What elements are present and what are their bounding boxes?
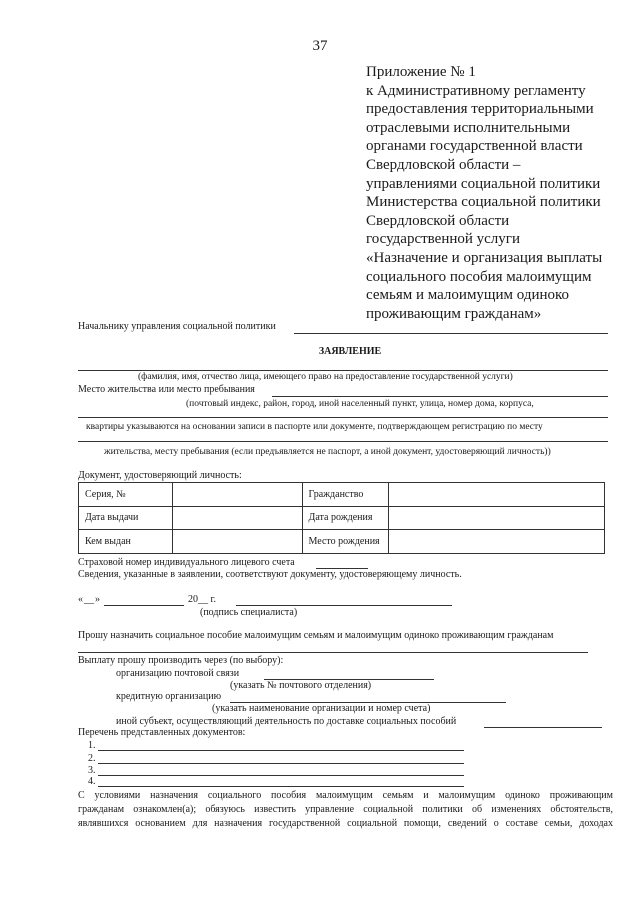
table-cell-label: Дата рождения	[302, 506, 388, 530]
table-row	[79, 506, 605, 530]
credit-org-label: кредитную организацию	[116, 691, 222, 702]
address-field-2[interactable]	[78, 417, 608, 418]
table-cell-value[interactable]	[172, 530, 302, 554]
other-subject-label: иной субъект, осуществляющий деятельность по доставке социальных пособий	[116, 716, 457, 727]
doc-item-field[interactable]	[98, 786, 464, 787]
appendix-line: предоставления территориальными	[366, 101, 594, 118]
page-number: 37	[312, 38, 328, 54]
date-quote-close: »	[95, 594, 100, 605]
appendix-line: управлениями социальной политики	[366, 175, 601, 192]
request-field[interactable]	[78, 652, 588, 653]
appendix-line: Свердловской области –	[366, 156, 521, 173]
appendix-line: проживающим гражданам»	[366, 305, 542, 322]
table-cell-label: Место рождения	[302, 530, 388, 554]
date-month-field[interactable]	[104, 605, 184, 606]
date-quote-open: «	[78, 594, 83, 605]
address-hint-3: жительства, месту пребывания (если предъявляется не паспорт, а иной документ, удостоверяющий личность))	[104, 447, 551, 457]
date-year: 20__ г.	[188, 594, 216, 605]
post-org-hint: (указать № почтового отделения)	[230, 680, 372, 691]
residence-label: Место жительства или место пребывания	[78, 384, 255, 395]
table-cell-value[interactable]	[172, 483, 302, 507]
signature-field[interactable]	[236, 605, 452, 606]
table-row	[79, 530, 605, 554]
addressee-field[interactable]	[294, 333, 608, 334]
table-cell-value[interactable]	[388, 530, 605, 554]
id-document-table	[78, 482, 605, 554]
appendix-line: государственной услуги	[366, 231, 520, 248]
doc-item-field[interactable]	[98, 750, 464, 751]
addressee-label: Начальнику управления социальной политики	[78, 321, 276, 332]
snils-label: Страховой номер индивидуального лицевого счета	[78, 557, 295, 568]
table-cell-value[interactable]	[388, 483, 605, 507]
doc-item-number: 4.	[88, 776, 96, 787]
table-cell-label: Дата выдачи	[79, 506, 173, 530]
appendix-line: семьям и малоимущим одиноко	[366, 287, 570, 304]
credit-org-hint: (указать наименование организации и номер счета)	[212, 703, 431, 714]
id-doc-label: Документ, удостоверяющий личность:	[78, 470, 242, 481]
payment-label: Выплату прошу производить через (по выбору):	[78, 655, 284, 666]
conditions-line: гражданам ознакомлен(а); обязуюсь известить управление социальной политики об изменениях обстоятельств,	[78, 804, 613, 815]
doc-item-number: 1.	[88, 740, 96, 751]
residence-field[interactable]	[272, 396, 608, 397]
conditions-line: С условиями назначения социального пособия малоимущим семьям и малоимущим одиноко проживающим	[78, 790, 613, 801]
conditions-paragraph	[78, 789, 613, 831]
fio-field[interactable]	[78, 370, 608, 371]
address-hint-1: (почтовый индекс, район, город, иной населенный пункт, улица, номер дома, корпуса,	[186, 399, 534, 409]
appendix-line: Свердловской области	[366, 212, 510, 229]
form-title: ЗАЯВЛЕНИЕ	[318, 346, 382, 357]
doc-item-field[interactable]	[98, 763, 464, 764]
docs-label: Перечень представленных документов:	[78, 727, 246, 738]
address-field-3[interactable]	[78, 441, 608, 442]
appendix-header	[366, 63, 636, 323]
address-hint-2: квартиры указываются на основании записи в паспорте или документе, подтверждающем регистрацию по месту	[86, 422, 543, 432]
table-cell-value[interactable]	[388, 506, 605, 530]
table-row	[79, 483, 605, 507]
table-cell-value[interactable]	[172, 506, 302, 530]
appendix-line: социального пособия малоимущим	[366, 268, 592, 285]
table-cell-label: Серия, №	[79, 483, 173, 507]
table-cell-label: Кем выдан	[79, 530, 173, 554]
appendix-line: Министерства социальной политики	[366, 194, 601, 211]
verified-text: Сведения, указанные в заявлении, соответствуют документу, удостоверяющему личность.	[78, 569, 462, 580]
table-cell-label: Гражданство	[302, 483, 388, 507]
signature-hint: (подпись специалиста)	[200, 607, 298, 618]
request-text: Прошу назначить социальное пособие малоимущим семьям и малоимущим одиноко проживающим гражданам	[78, 630, 554, 641]
appendix-line: к Административному регламенту	[366, 82, 586, 99]
appendix-line: Приложение № 1	[366, 64, 476, 80]
doc-item-number: 3.	[88, 765, 96, 776]
doc-item-number: 2.	[88, 753, 96, 764]
date-day-blank[interactable]: __	[84, 594, 94, 605]
other-subject-field[interactable]	[484, 727, 602, 728]
fio-hint: (фамилия, имя, отчество лица, имеющего право на предоставление государственной услуги)	[138, 372, 513, 382]
appendix-line: отраслевыми исполнительными	[366, 119, 571, 136]
appendix-line: органами государственной власти	[366, 138, 583, 155]
appendix-line: «Назначение и организация выплаты	[366, 249, 603, 266]
conditions-line: являвшихся основанием для назначения государственной социальной помощи, сведений о составе семьи, доходах	[78, 818, 613, 829]
doc-item-field[interactable]	[98, 775, 464, 776]
post-org-label: организацию почтовой связи	[116, 668, 240, 679]
